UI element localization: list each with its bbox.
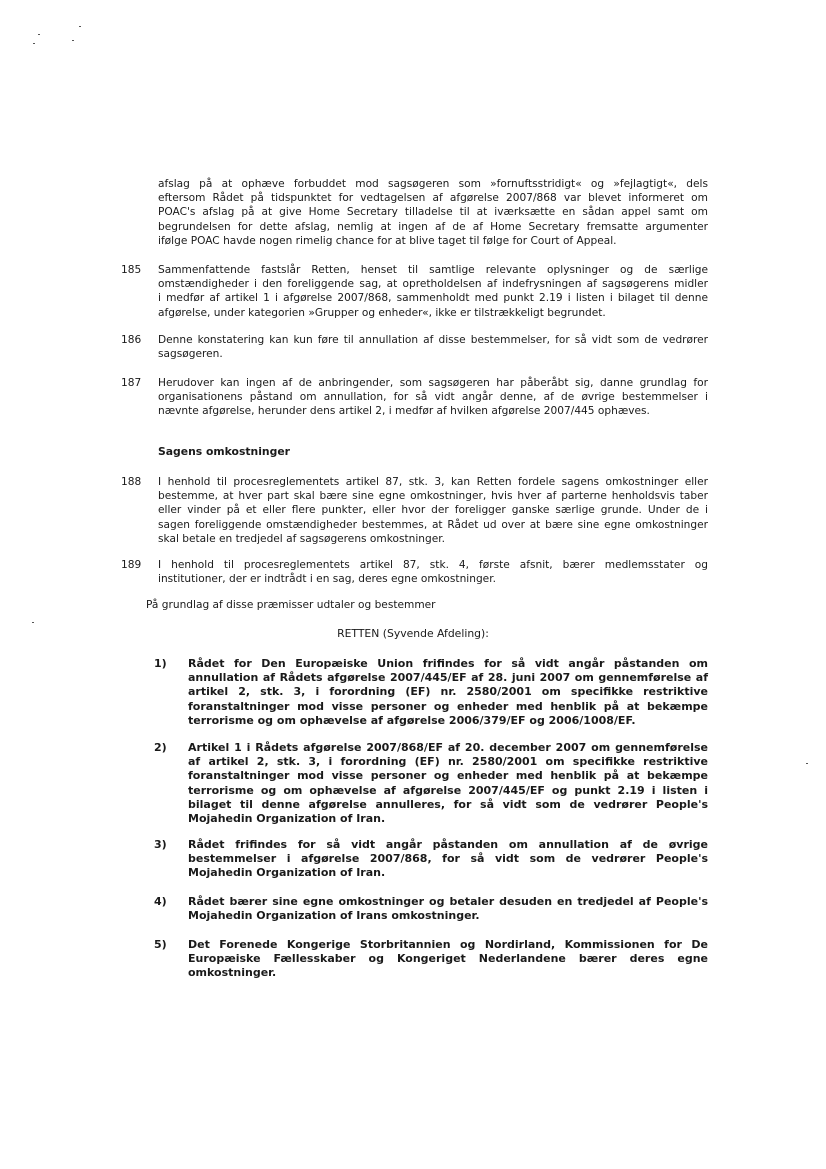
text-line: Rådet bærer sine egne omkostninger og betaler desuden en tredjedel af People's: [188, 895, 708, 908]
operative-item-4: [188, 895, 708, 923]
text-line: eftersom Rådet på tidspunktet for vedtagelsen af afgørelse 2007/868 var blevet informeret om: [158, 192, 708, 205]
text-line: I henhold til procesreglementets artikel 87, stk. 4, første afsnit, bærer medlemsstater og: [158, 559, 708, 571]
text-line: POAC's afslag på at give Home Secretary tilladelse til at iværksætte en sådan appel samt om: [158, 206, 708, 219]
operative-item-5: [188, 938, 708, 981]
text-line: Artikel 1 i Rådets afgørelse 2007/868/EF af 20. december 2007 om gennemførelse: [188, 741, 708, 754]
text-line: Mojahedin Organization of Irans omkostninger.: [188, 909, 480, 923]
paragraph-number: 186: [121, 334, 142, 346]
text-line: af artikel 2, stk. 3, i forordning (EF) nr. 2580/2001 om specifikke restriktive: [188, 755, 708, 769]
text-line: sagen foreliggende omstændigheder bestemmes, at Rådet ud over at bære sine egne omkostninger: [158, 518, 708, 531]
operative-number: 4): [154, 895, 167, 908]
text-line: i medfør af artikel 1 i afgørelse 2007/868, sammenholdt med punkt 2.19 i listen i bilaget til denne: [158, 292, 708, 305]
text-line: I henhold til procesreglementets artikel 87, stk. 3, kan Retten fordele sagens omkostninger eller: [158, 476, 708, 488]
operative-number: 1): [154, 657, 167, 670]
section-heading: Sagens omkostninger: [158, 445, 290, 458]
paragraph-187: [158, 376, 708, 419]
paragraph-number: 187: [121, 377, 142, 389]
scan-speck: [38, 34, 40, 35]
operative-number: 5): [154, 938, 167, 951]
paragraph-186: [158, 333, 708, 361]
text-line: begrundelsen for dette afslag, nemlig at ingen af de af Home Secretary fremsatte argumenter: [158, 220, 708, 233]
paragraph-number: 189: [121, 559, 142, 571]
operative-number: 3): [154, 838, 167, 851]
paragraph-188: [158, 475, 708, 546]
text-line: Det Forenede Kongerige Storbritannien og Nordirland, Kommissionen for De: [188, 938, 708, 951]
court-title: RETTEN (Syvende Afdeling):: [337, 627, 489, 640]
scan-speck: [32, 622, 34, 623]
text-line: bestemmelser i afgørelse 2007/868, for så vidt som de vedrører People's: [188, 852, 708, 866]
paragraph-185: [158, 263, 708, 320]
text-line: Sammenfattende fastslår Retten, henset til samtlige relevante oplysninger og de særlige: [158, 264, 708, 276]
text-line: ifølge POAC havde nogen rimelig chance for at blive taget til følge for Court of Appeal.: [158, 234, 617, 247]
operative-item-1: [188, 657, 708, 728]
operative-number: 2): [154, 741, 167, 754]
text-line: organisationens påstand om annullation, for så vidt angår denne, af de øvrige bestemmelser i: [158, 391, 708, 404]
paragraph-number: 188: [121, 476, 142, 488]
scan-speck: [72, 40, 74, 41]
scan-speck: [806, 763, 808, 764]
text-line: institutioner, der er indtrådt i en sag, deres egne omkostninger.: [158, 573, 496, 586]
text-line: nævnte afgørelse, herunder dens artikel 2, i medfør af hvilken afgørelse 2007/445 ophæves.: [158, 405, 650, 418]
text-line: Mojahedin Organization of Iran.: [188, 866, 386, 880]
text-line: annullation af Rådets afgørelse 2007/445/EF af 28. juni 2007 om gennemførelse af: [188, 671, 708, 685]
scan-speck: [79, 26, 81, 27]
text-line: Denne konstatering kan kun føre til annullation af disse bestemmelser, for så vidt som de vedrører: [158, 334, 708, 346]
text-line: omkostninger.: [188, 966, 277, 980]
text-line: Europæiske Fællesskaber og Kongeriget Nederlandene bærer deres egne: [188, 952, 708, 966]
intro-line: På grundlag af disse præmisser udtaler og bestemmer: [146, 599, 436, 611]
text-line: omstændigheder i den foreliggende sag, at opretholdelsen af indefrysningen af sagsøgerens midler: [158, 278, 708, 291]
operative-item-3: [188, 838, 708, 881]
text-line: foranstaltninger mod visse personer og enheder med henblik på at bekæmpe: [188, 699, 708, 713]
text-line: Mojahedin Organization of Iran.: [188, 812, 386, 826]
scan-speck: [33, 43, 35, 44]
text-line: bestemme, at hver part skal bære sine egne omkostninger, hvis hver af parterne henholdsvis taber: [158, 490, 708, 503]
text-line: Herudover kan ingen af de anbringender, som sagsøgeren har påberåbt sig, danne grundlag for: [158, 377, 708, 389]
text-line: Rådet frifindes for så vidt angår påstanden om annullation af de øvrige: [188, 838, 708, 851]
text-line: terrorisme og om ophævelse af afgørelse 2006/379/EF og 2006/1008/EF.: [188, 713, 636, 727]
text-line: sagsøgeren.: [158, 348, 223, 361]
text-line: skal betale en tredjedel af sagsøgerens omkostninger.: [158, 532, 446, 545]
paragraph-189: [158, 558, 708, 586]
text-line: artikel 2, stk. 3, i forordning (EF) nr. 2580/2001 om specifikke restriktive: [188, 685, 708, 699]
operative-item-2: [188, 741, 708, 826]
text-line: afgørelse, under kategorien »Grupper og enheder«, ikke er tilstrækkeligt begrundet.: [158, 306, 606, 319]
text-line: bilaget til denne afgørelse annulleres, for så vidt som de vedrører People's: [188, 797, 708, 811]
paragraph-number: 185: [121, 264, 142, 276]
text-line: terrorisme og om ophævelse af afgørelse 2007/445/EF og punkt 2.19 i listen i: [188, 783, 708, 797]
text-line: eller vinder på et eller flere punkter, eller hvor der foreligger ganske særlige grunde. Under de i: [158, 504, 708, 517]
text-line: Rådet for Den Europæiske Union frifindes for så vidt angår påstanden om: [188, 657, 708, 670]
text-line: afslag på at ophæve forbuddet mod sagsøgeren som »fornuftsstridigt« og »fejlagtigt«, dels: [158, 178, 708, 190]
text-line: foranstaltninger mod visse personer og enheder med henblik på at bekæmpe: [188, 769, 708, 783]
continuation-paragraph: [158, 177, 708, 248]
